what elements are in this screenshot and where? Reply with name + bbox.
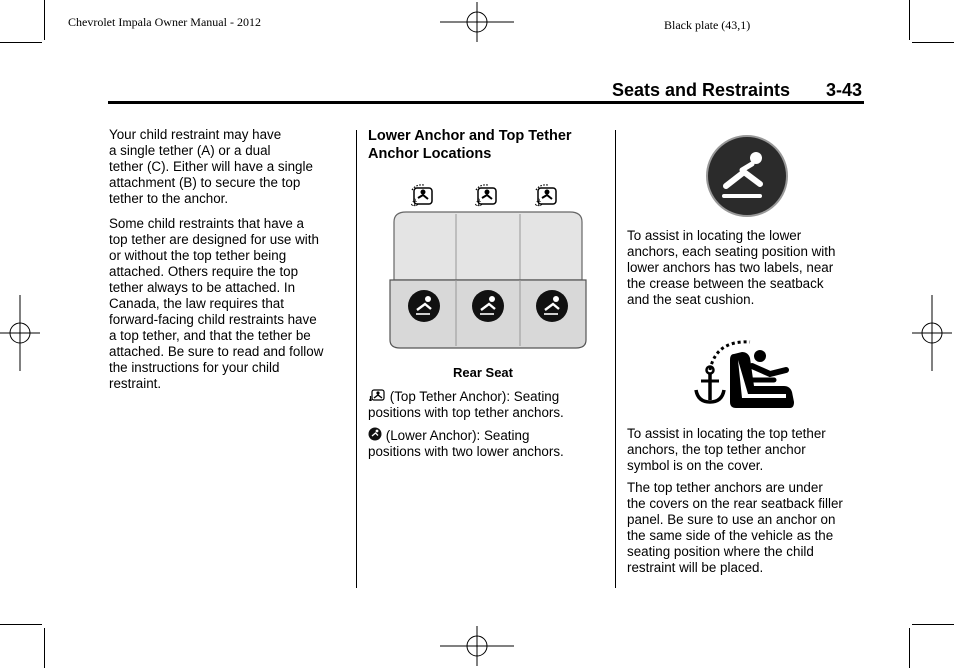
paragraph (109, 127, 349, 207)
legend-lower-anchor (368, 427, 608, 460)
text-line: lower anchors has two labels, near (627, 260, 834, 275)
text-line (368, 388, 608, 405)
text-line: tether (C). Either will have a single (109, 159, 313, 174)
text-line: the covers on the rear seatback filler (627, 496, 843, 511)
column-divider (356, 130, 357, 588)
text-line: the same side of the vehicle as the (627, 528, 834, 543)
text-line: The top tether anchors are under (627, 480, 823, 495)
text-line: positions with top tether anchors. (368, 405, 564, 420)
print-header-right: Black plate (43,1) (664, 18, 751, 32)
text-line: tether to the anchor. (109, 191, 229, 206)
text-line: Your child restraint may have (109, 127, 282, 142)
column-3-paragraph-2 (627, 426, 867, 474)
column-3-paragraph-1 (627, 228, 867, 308)
crop-mark (44, 0, 45, 40)
legend-text: (Lower Anchor): Seating (385, 428, 530, 443)
text-line: the instructions for your child (109, 360, 280, 375)
text-line: anchors, the top tether anchor (627, 442, 806, 457)
legend-text: (Top Tether Anchor): Seating (389, 389, 560, 404)
print-header-left: Chevrolet Impala Owner Manual - 2012 (68, 15, 261, 29)
text-line: a top tether, and that the tether be (109, 328, 311, 343)
text-line: attached. Be sure to read and follow (109, 344, 324, 359)
column-3-paragraph-3 (627, 480, 867, 576)
text-line: the crease between the seatback (627, 276, 824, 291)
text-line: panel. Be sure to use an anchor on (627, 512, 836, 527)
svg-text:⚓: ⚓ (410, 198, 419, 209)
top-tether-anchor-icon (694, 336, 798, 414)
crop-mark (912, 624, 954, 625)
registration-mark-icon (912, 295, 952, 371)
text-line: anchors, each seating position with (627, 244, 836, 259)
column-divider (615, 130, 616, 588)
text-line: restraint will be placed. (627, 560, 764, 575)
text-line: attachment (B) to secure the top (109, 175, 301, 190)
crop-mark (912, 42, 954, 43)
crop-mark (44, 628, 45, 668)
text-line (368, 427, 608, 444)
text-line: Canada, the law requires that (109, 296, 284, 311)
lower-anchor-icon (704, 134, 790, 218)
text-line: symbol is on the cover. (627, 458, 764, 473)
text-line: or without the top tether being (109, 248, 287, 263)
page-number: 3-43 (826, 80, 863, 100)
crop-mark (0, 42, 42, 43)
section-title: Seats and Restraints (612, 80, 791, 100)
figure-caption: Rear Seat (453, 365, 513, 380)
crop-mark (909, 0, 910, 40)
section-heading (368, 127, 608, 163)
text-line: seating position where the child (627, 544, 814, 559)
text-line: To assist in locating the top tether (627, 426, 826, 441)
lower-anchor-icon (368, 427, 382, 441)
text-line: and the seat cushion. (627, 292, 755, 307)
text-line: To assist in locating the lower (627, 228, 802, 243)
registration-mark-icon (440, 2, 514, 42)
crop-mark (909, 628, 910, 668)
top-tether-anchor-icon (368, 388, 386, 402)
text-line: tether always to be attached. In (109, 280, 296, 295)
lower-anchor-icon (472, 290, 504, 322)
rear-seat-illustration (386, 180, 590, 352)
lower-anchor-icon (408, 290, 440, 322)
registration-mark-icon (440, 626, 514, 666)
svg-text:⚓: ⚓ (534, 198, 543, 209)
text-line: Some child restraints that have a (109, 216, 305, 231)
crop-mark (0, 624, 42, 625)
top-tether-anchor-icon (534, 185, 556, 209)
top-tether-anchor-icon (410, 185, 432, 209)
text-line: a single tether (A) or a dual (109, 143, 271, 158)
text-line: top tether are designed for use with (109, 232, 319, 247)
paragraph (109, 216, 349, 392)
text-line: forward-facing child restraints have (109, 312, 317, 327)
heading-line: Lower Anchor and Top Tether (368, 128, 572, 144)
text-line: attached. Others require the top (109, 264, 299, 279)
heading-line: Anchor Locations (368, 146, 492, 162)
header-rule (108, 101, 864, 104)
svg-text:⚓: ⚓ (474, 198, 483, 209)
text-line: positions with two lower anchors. (368, 444, 564, 459)
column-1 (109, 127, 349, 400)
top-tether-anchor-icon (474, 185, 496, 209)
registration-mark-icon (0, 295, 40, 371)
text-line: restraint. (109, 376, 162, 391)
lower-anchor-icon (536, 290, 568, 322)
legend-top-tether (368, 388, 608, 421)
